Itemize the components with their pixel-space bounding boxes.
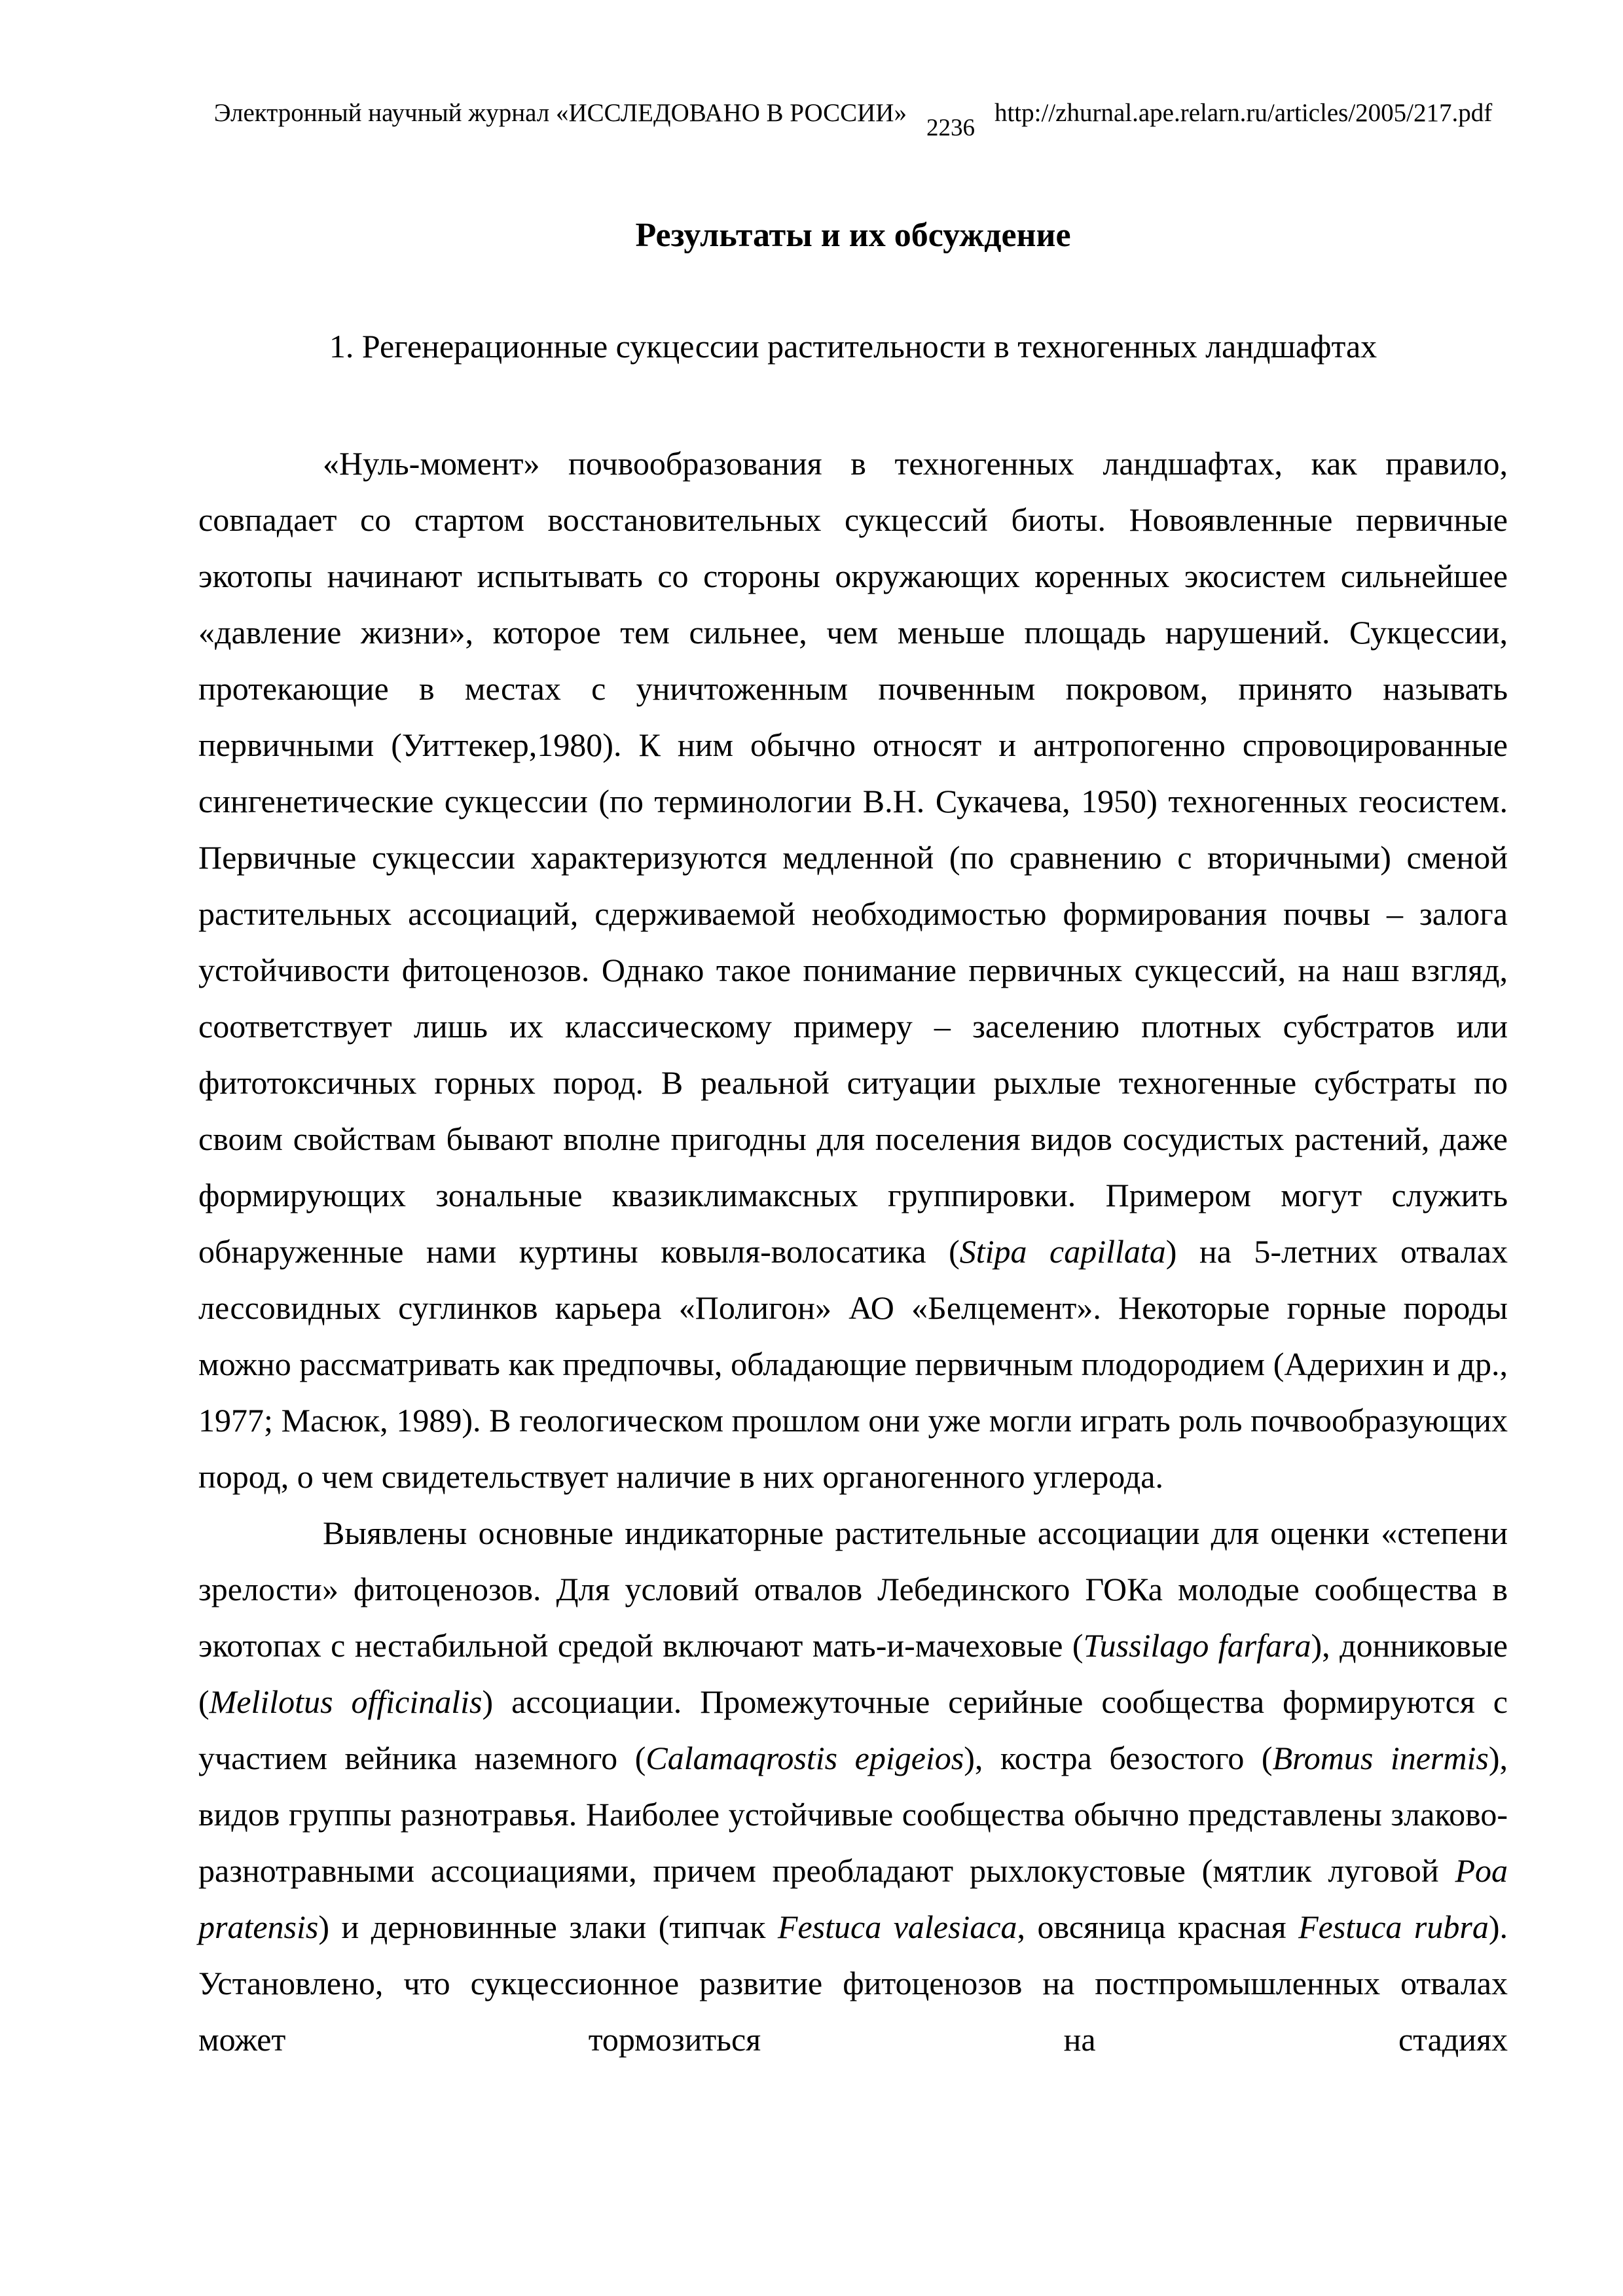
species-name-italic: Melilotus officinalis [209, 1683, 483, 1720]
body-text [198, 435, 1508, 2068]
species-name-italic: Festuca valesiaca [777, 1909, 1017, 1945]
paragraph [198, 1505, 1508, 2068]
text-run: ), костра безостого ( [964, 1740, 1273, 1776]
species-name-italic: Calamaqrostis epigeios [646, 1740, 964, 1776]
page-number: 2236 [926, 115, 975, 141]
species-name-italic: Festuca rubra [1298, 1909, 1489, 1945]
text-run: «Нуль-момент» почвообразования в техногенных ландшафтах, как правило, совпадает со стартом восстановительных сукцессий биоты. Новоявленные первичные экотопы начинают испытывать со стороны окружающих коренных экосистем сильнейшее «давление жизни», которое тем сильнее, чем меньше площадь нарушений. Сукцессии, протекающие в местах с уничтоженным почвенным покровом, принято называть первичными (Уиттекер,1980). К ним обычно относят и антропогенно спровоцированные сингенетические сукцессии (по терминологии В.Н. Сукачева, 1950) техногенных геосистем. Первичные сукцессии характеризуются медленной (по сравнению с вторичными) сменой растительных ассоциаций, сдерживаемой необходимостью формирования почвы – залога устойчивости фитоценозов. Однако такое понимание первичных сукцессий, на наш взгляд, соответствует лишь их классическому примеру – заселению плотных субстратов или фитотоксичных горных пород. В реальной ситуации рыхлые техногенные субстраты по своим свойствам бывают вполне пригодны для поселения видов сосудистых растений, даже формирующих зональные квазиклимаксных группировки. Примером могут служить обнаруженные нами куртины ковыля-волосатика ( [198, 445, 1508, 1270]
text-run: ), видов группы разнотравья. Наиболее устойчивые сообщества обычно представлены злаково-разнотравными ассоциациями, причем преобладают рыхлокустовые (мятлик луговой [198, 1740, 1508, 1889]
species-name-italic: Bromus inermis [1272, 1740, 1489, 1776]
page-title: Результаты и их обсуждение [635, 217, 1071, 254]
text-run: Выявлены основные индикаторные растительные ассоциации для оценки «степени зрелости» фитоценозов. Для условий отвалов Лебединского ГОКа молодые сообщества в экотопах с нестабильной средой включают мать-и-мачеховые ( [198, 1515, 1508, 1664]
section-heading: 1. Регенерационные сукцессии растительности в техногенных ландшафтах [329, 328, 1377, 365]
text-run: ). Установлено, что сукцессионное развитие фитоценозов на постпромышленных отвалах может тормозиться на стадиях [198, 1909, 1508, 2058]
journal-title: Электронный научный журнал «ИССЛЕДОВАНО В РОССИИ» [213, 99, 907, 127]
text-run: ) и дерновинные злаки (типчак [318, 1909, 778, 1945]
species-name-italic: Stipa capillata [959, 1233, 1166, 1270]
running-header [198, 98, 1508, 142]
text-run: ) на 5-летних отвалах лессовидных суглинков карьера «Полигон» АО «Белцемент». Некоторые горные породы можно рассматривать как предпочвы, обладающие первичным плодородием (Адерихин и др., 1977; Масюк, 1989). В геологическом прошлом они уже могли играть роль почвообразующих пород, о чем свидетельствует наличие в них органогенного углерода. [198, 1233, 1508, 1495]
text-run: ), донниковые ( [198, 1627, 1508, 1720]
text-run: ) ассоциации. Промежуточные серийные сообщества формируются с участием вейника наземного ( [198, 1683, 1508, 1776]
species-name-italic: Poa pratensis [198, 1852, 1508, 1945]
source-url: http://zhurnal.ape.relarn.ru/articles/2005/217.pdf [994, 99, 1493, 127]
paragraph [198, 435, 1508, 1505]
text-run: , овсяница красная [1017, 1909, 1299, 1945]
species-name-italic: Tussilago farfara [1083, 1627, 1311, 1664]
